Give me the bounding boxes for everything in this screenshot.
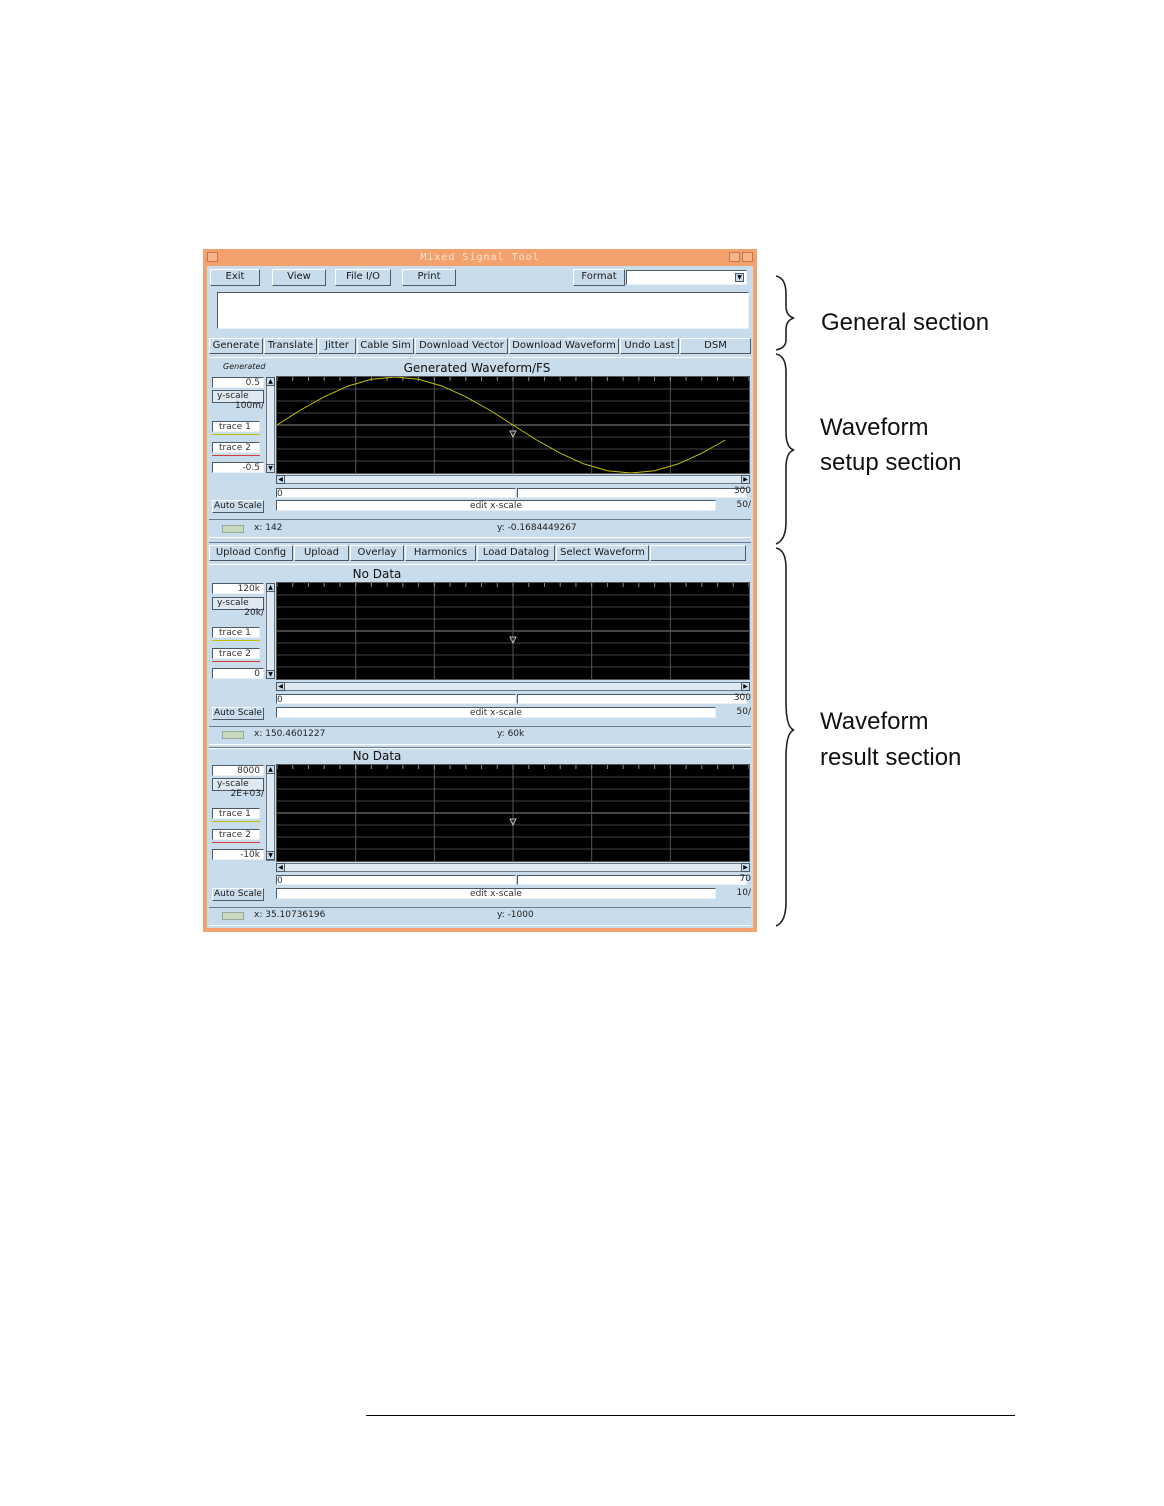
result-1-x-scale-value: 50/ xyxy=(736,707,751,717)
readout-x: x: 142 xyxy=(254,523,283,533)
scroll-down-icon[interactable]: ▼ xyxy=(266,464,275,473)
result-2-scroll-up-icon[interactable]: ▲ xyxy=(266,765,275,774)
auto-scale-button[interactable]: Auto Scale xyxy=(212,500,264,513)
x-scrollbar[interactable] xyxy=(276,475,750,484)
result-1-readout-x: x: 150.4601227 xyxy=(254,729,326,739)
result-1-y-scrollbar[interactable] xyxy=(266,583,275,679)
result-1-scroll-right-icon[interactable]: ▶ xyxy=(741,682,750,691)
readout-y: y: -0.1684449267 xyxy=(497,523,577,533)
trace-2-color-line xyxy=(212,455,260,456)
footer-rule xyxy=(366,1415,1015,1416)
print-button[interactable]: Print xyxy=(402,269,456,286)
result-1-plot-title: No Data xyxy=(352,567,402,581)
chevron-down-icon[interactable]: ▼ xyxy=(735,273,744,282)
result-2-scroll-left-icon[interactable]: ◀ xyxy=(276,863,285,872)
trace-1-color-line xyxy=(212,434,260,435)
setup-readout-bar xyxy=(209,519,751,538)
result-1-x-scrollbar[interactable] xyxy=(276,682,750,691)
y-scrollbar[interactable] xyxy=(266,377,275,473)
result-2-y-scrollbar[interactable] xyxy=(266,765,275,861)
undo-last-button[interactable]: Undo Last xyxy=(620,338,679,354)
result-2-trace-2-color-line xyxy=(212,842,260,843)
result-1-readout-y: y: 60k xyxy=(497,729,525,739)
view-button[interactable]: View xyxy=(272,269,326,286)
x-max-value: 300 xyxy=(733,486,751,496)
file-io-button[interactable]: File I/O xyxy=(335,269,391,286)
generated-tag: Generated xyxy=(223,362,266,371)
result-2-x-scrollbar[interactable] xyxy=(276,863,750,872)
result-2-readout-x: x: 35.10736196 xyxy=(254,910,326,920)
scroll-right-icon[interactable]: ▶ xyxy=(741,475,750,484)
result-2-x-min-value: 0 xyxy=(277,876,283,885)
result-1-y-top-field[interactable]: 120k xyxy=(212,583,264,594)
result-1-x-min-value: 0 xyxy=(277,695,283,704)
result-1-y-scale-value: 20k/ xyxy=(244,608,264,618)
section-braces xyxy=(770,272,800,932)
result-2-x-min-field[interactable] xyxy=(276,875,516,885)
result-2-y-top-field[interactable]: 8000 xyxy=(212,765,264,776)
result-1-plot-svg xyxy=(277,583,749,679)
minimize-icon[interactable] xyxy=(729,252,740,262)
result-2-auto-scale-button[interactable]: Auto Scale xyxy=(212,888,264,901)
exit-button[interactable]: Exit xyxy=(210,269,260,286)
mixed-signal-tool-window xyxy=(203,249,757,932)
result-2-y-scale-label[interactable]: y-scale xyxy=(212,778,264,791)
dsm-button[interactable]: DSM xyxy=(680,338,751,354)
setup-section-brace xyxy=(776,354,794,544)
y-scale-label[interactable]: y-scale xyxy=(212,390,264,403)
result-1-plot-area[interactable] xyxy=(276,582,750,680)
edit-x-scale-field[interactable]: edit x-scale xyxy=(276,500,716,511)
result-1-trace-2-field[interactable]: trace 2 xyxy=(212,648,260,659)
result-1-x-min-field[interactable] xyxy=(276,694,516,704)
result-2-x-range-field[interactable] xyxy=(517,875,747,885)
result-1-x-max-value: 300 xyxy=(733,693,751,703)
result-1-scroll-left-icon[interactable]: ◀ xyxy=(276,682,285,691)
download-vector-button[interactable]: Download Vector xyxy=(415,338,508,354)
scroll-up-icon[interactable]: ▲ xyxy=(266,377,275,386)
result-1-edit-x-scale-field[interactable]: edit x-scale xyxy=(276,707,716,718)
message-text-area[interactable] xyxy=(217,292,749,329)
setup-plot-svg xyxy=(277,377,749,473)
result-2-x-max-value: 70 xyxy=(739,874,751,884)
y-scale-value: 100m/ xyxy=(235,401,264,411)
readout-color-swatch xyxy=(222,525,244,533)
load-datalog-button[interactable]: Load Datalog xyxy=(477,545,555,561)
setup-section-label-line-1: Waveform xyxy=(820,414,929,441)
cable-sim-button[interactable]: Cable Sim xyxy=(357,338,414,354)
scroll-left-icon[interactable]: ◀ xyxy=(276,475,285,484)
result-2-plot-title: No Data xyxy=(352,749,402,763)
select-waveform-button[interactable]: Select Waveform xyxy=(556,545,649,561)
general-section-label: General section xyxy=(821,309,990,336)
result-2-readout-y: y: -1000 xyxy=(497,910,534,920)
setup-section-label-line-2: setup section xyxy=(820,449,962,476)
window-menu-icon[interactable] xyxy=(207,252,218,262)
x-range-field[interactable] xyxy=(517,488,747,498)
generate-button[interactable]: Generate xyxy=(209,338,263,354)
result-1-scroll-up-icon[interactable]: ▲ xyxy=(266,583,275,592)
result-1-y-bottom-field[interactable]: 0 xyxy=(212,668,264,679)
result-1-readout-color-swatch xyxy=(222,731,244,739)
result-2-plot-area[interactable] xyxy=(276,764,750,862)
result-2-scroll-right-icon[interactable]: ▶ xyxy=(741,863,750,872)
upload-config-button[interactable]: Upload Config xyxy=(209,545,293,561)
x-min-value: 0 xyxy=(277,489,283,498)
result-2-x-scale-value: 10/ xyxy=(736,888,751,898)
general-section-brace xyxy=(776,276,794,350)
result-2-scroll-down-icon[interactable]: ▼ xyxy=(266,851,275,860)
result-section-label-line-2: result section xyxy=(820,744,962,771)
result-1-y-scale-label[interactable]: y-scale xyxy=(212,597,264,610)
setup-plot-title: Generated Waveform/FS xyxy=(403,361,551,375)
trace-1-field[interactable]: trace 1 xyxy=(212,421,260,432)
y-bottom-field[interactable]: -0.5 xyxy=(212,462,264,473)
result-1-x-range-field[interactable] xyxy=(517,694,747,704)
result-1-trace-1-color-line xyxy=(212,640,260,641)
result-2-trace-1-field[interactable]: trace 1 xyxy=(212,808,260,819)
window-client-area xyxy=(207,266,753,928)
result-2-trace-2-field[interactable]: trace 2 xyxy=(212,829,260,840)
result-1-auto-scale-button[interactable]: Auto Scale xyxy=(212,707,264,720)
jitter-button[interactable]: Jitter xyxy=(318,338,356,354)
result-section-brace xyxy=(776,548,794,926)
result-2-plot-svg xyxy=(277,765,749,861)
window-title-bar[interactable] xyxy=(203,249,757,266)
maximize-icon[interactable] xyxy=(742,252,753,262)
result-2-edit-x-scale-field[interactable]: edit x-scale xyxy=(276,888,716,899)
setup-plot-area[interactable] xyxy=(276,376,750,474)
result-toolbar-spare-button[interactable] xyxy=(650,545,746,561)
harmonics-button[interactable]: Harmonics xyxy=(405,545,476,561)
result-2-readout-color-swatch xyxy=(222,912,244,920)
download-waveform-button[interactable]: Download Waveform xyxy=(509,338,619,354)
window-title: Mixed Signal Tool xyxy=(420,252,540,263)
overlay-button[interactable]: Overlay xyxy=(350,545,404,561)
trace-2-field[interactable]: trace 2 xyxy=(212,442,260,453)
x-scale-value: 50/ xyxy=(736,500,751,510)
format-button[interactable]: Format xyxy=(573,269,625,286)
result-1-trace-2-color-line xyxy=(212,661,260,662)
format-select[interactable] xyxy=(626,270,747,285)
result-2-y-bottom-field[interactable]: -10k xyxy=(212,849,264,860)
result-1-scroll-down-icon[interactable]: ▼ xyxy=(266,670,275,679)
upload-button[interactable]: Upload xyxy=(294,545,349,561)
x-min-field[interactable] xyxy=(276,488,516,498)
result-2-y-scale-value: 2E+03/ xyxy=(230,789,264,799)
y-top-field[interactable]: 0.5 xyxy=(212,377,264,388)
result-1-trace-1-field[interactable]: trace 1 xyxy=(212,627,260,638)
translate-button[interactable]: Translate xyxy=(264,338,317,354)
result-2-trace-1-color-line xyxy=(212,821,260,822)
result-section-label-line-1: Waveform xyxy=(820,708,929,735)
